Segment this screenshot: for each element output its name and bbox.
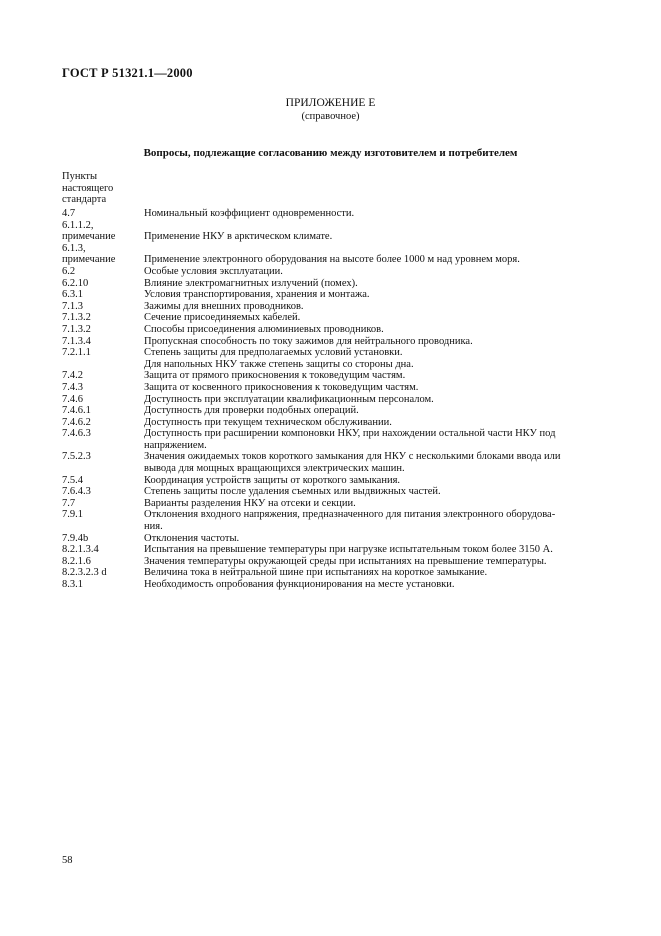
clause-description [144, 301, 607, 313]
clause-description-line: напряжением. [144, 439, 207, 451]
clause-number-line: 7.4.3 [62, 381, 83, 393]
clause-description [144, 370, 607, 382]
clause-number [62, 567, 144, 579]
clause-number-line: 7.1.3.2 [62, 312, 91, 324]
clause-number-line: 7.1.3.2 [62, 323, 91, 335]
list-item [62, 544, 607, 556]
clause-description-line: Координация устройств защиты от короткого замыкания. [144, 474, 401, 486]
clause-number-line: 7.4.6.3 [62, 428, 91, 440]
clause-description-line: Защита от косвенного прикосновения к токоведущим частям. [144, 381, 419, 393]
clause-number [62, 336, 144, 348]
list-item [62, 243, 607, 266]
column-header [62, 171, 142, 206]
appendix-title: ПРИЛОЖЕНИЕ Е [285, 97, 376, 109]
clause-description-line: Варианты разделения НКУ на отсеки и секции. [144, 497, 356, 509]
clause-description-line: Отклонения входного напряжения, предназначенного для питания электронного оборудова- [144, 509, 556, 521]
list-item [62, 347, 607, 370]
clause-description-line: Пропускная способность по току зажимов для нейтрального проводника. [144, 335, 473, 347]
section-heading: Вопросы, подлежащие согласованию между изготовителем и потребителем [143, 147, 518, 159]
clause-description [144, 556, 607, 568]
clause-description-line: Зажимы для внешних проводников. [144, 300, 304, 312]
clause-description [144, 312, 607, 324]
clause-description-line: Необходимость опробования функционирования на месте установки. [144, 579, 455, 590]
list-item [62, 533, 607, 545]
clause-description-line: Влияние электромагнитных излучений (помех). [144, 277, 358, 289]
clause-number-line: 7.4.6.1 [62, 405, 91, 417]
list-item [62, 394, 607, 406]
clause-number-line: примечание [62, 254, 116, 266]
appendix-header [0, 97, 661, 123]
clause-description [144, 405, 607, 417]
clause-number-line: 7.1.3.4 [62, 335, 91, 347]
clause-number-line: 6.3.1 [62, 289, 83, 301]
clause-number [62, 417, 144, 429]
list-item [62, 289, 607, 301]
appendix-subtitle: (справочное) [301, 111, 360, 122]
list-item [62, 556, 607, 568]
clause-number [62, 301, 144, 313]
list-item [62, 336, 607, 348]
list-item [62, 382, 607, 394]
clause-description-line: вывода для мощных вращающихся электрических машин. [144, 463, 405, 475]
list-item [62, 498, 607, 510]
clause-description [144, 486, 607, 498]
column-header-line: стандарта [62, 194, 107, 206]
clause-description [144, 243, 607, 266]
clause-number [62, 451, 144, 463]
clause-description-line: Особые условия эксплуатации. [144, 265, 283, 277]
clause-description [144, 220, 607, 243]
clause-description-line: Отклонения частоты. [144, 532, 240, 544]
clause-description [144, 567, 607, 579]
clause-number-line: 6.2 [62, 265, 76, 277]
clause-number [62, 266, 144, 278]
clause-number [62, 347, 144, 359]
list-item [62, 220, 607, 243]
clause-description [144, 289, 607, 301]
clause-number [62, 243, 144, 266]
clause-description-line: Защита от прямого прикосновения к токоведущим частям. [144, 370, 406, 382]
list-item [62, 324, 607, 336]
clause-number [62, 208, 144, 220]
clause-number-line: 7.5.2.3 [62, 451, 91, 463]
list-item [62, 370, 607, 382]
list-item [62, 486, 607, 498]
clause-description-line: Применение НКУ в арктическом климате. [144, 231, 333, 243]
clause-description [144, 475, 607, 487]
page-number: 58 [62, 855, 73, 866]
clause-number-line: 7.7 [62, 497, 76, 509]
clause-number-line: 6.1.1.2, [62, 219, 94, 231]
clause-number-line: 7.6.4.3 [62, 486, 91, 498]
list-item [62, 475, 607, 487]
clause-number-line: 7.4.6 [62, 393, 83, 405]
clause-description-line: Сечение присоединяемых кабелей. [144, 312, 301, 324]
clause-description [144, 336, 607, 348]
clause-description-line: Доступность при текущем техническом обслуживании. [144, 416, 392, 428]
clause-description-line: Испытания на превышение температуры при нагрузке испытательным током более 3150 А. [144, 544, 553, 556]
clause-description-line: Степень защиты после удаления съемных или выдвижных частей. [144, 486, 441, 498]
column-header-line: Пункты [62, 171, 98, 182]
clause-description-line: ния. [144, 521, 163, 533]
clause-description [144, 278, 607, 290]
clause-description [144, 428, 607, 451]
clause-number-line: 6.1.3, [62, 242, 86, 254]
clause-number [62, 278, 144, 290]
clause-number [62, 289, 144, 301]
clause-description-line: Номинальный коэффициент одновременности. [144, 208, 355, 219]
clause-number-line: 8.3.1 [62, 579, 83, 590]
clause-number [62, 312, 144, 324]
clause-number [62, 475, 144, 487]
clause-number [62, 370, 144, 382]
clause-description [144, 417, 607, 429]
list-item [62, 451, 607, 474]
clause-number-line: примечание [62, 231, 116, 243]
clause-number [62, 509, 144, 521]
clause-number-line: 7.4.2 [62, 370, 83, 382]
clause-description-line: Способы присоединения алюминиевых проводников. [144, 323, 384, 335]
clause-description-line: Величина тока в нейтральной шине при испытаниях на короткое замыкание. [144, 567, 488, 579]
clause-number-line: 8.2.1.3.4 [62, 544, 99, 556]
clause-number [62, 498, 144, 510]
list-item [62, 417, 607, 429]
clause-description-line: Значения температуры окружающей среды при испытаниях на превышение температуры. [144, 555, 547, 567]
clause-description [144, 208, 607, 220]
clause-description-line [144, 243, 607, 255]
clause-number [62, 533, 144, 545]
clause-description [144, 324, 607, 336]
list-item [62, 208, 607, 220]
clause-number [62, 394, 144, 406]
clause-description-line: Доступность при эксплуатации квалификационным персоналом. [144, 393, 434, 405]
clause-number-line: 4.7 [62, 208, 76, 219]
clause-description [144, 498, 607, 510]
clause-number-line: 7.5.4 [62, 474, 83, 486]
clause-description-line: Условия транспортирования, хранения и монтажа. [144, 289, 370, 301]
clause-number-line: 8.2.3.2.3 d [62, 567, 107, 579]
clause-description [144, 266, 607, 278]
clause-description-line: Доступность для проверки подобных операций. [144, 405, 359, 417]
clause-description [144, 509, 607, 532]
clause-description [144, 394, 607, 406]
clause-number [62, 405, 144, 417]
clause-number-line: 7.4.6.2 [62, 416, 91, 428]
clause-number-line: 7.2.1.1 [62, 347, 91, 359]
clause-number [62, 428, 144, 440]
clause-number-line: 8.2.1.6 [62, 555, 91, 567]
list-item [62, 579, 607, 591]
list-item [62, 509, 607, 532]
clause-number [62, 382, 144, 394]
clause-number [62, 220, 144, 243]
clause-number [62, 556, 144, 568]
list-item [62, 266, 607, 278]
list-item [62, 278, 607, 290]
clause-description [144, 451, 607, 474]
clause-number-line: 7.9.4b [62, 532, 89, 544]
clause-number [62, 324, 144, 336]
column-header-line: настоящего [62, 182, 114, 194]
clause-number-line: 7.1.3 [62, 300, 83, 312]
list-item [62, 312, 607, 324]
clause-description-line [144, 220, 607, 232]
clause-number-line: 7.9.1 [62, 509, 83, 521]
list-item [62, 301, 607, 313]
clause-description-line: Значения ожидаемых токов короткого замыкания для НКУ с несколькими блоками ввода или [144, 451, 561, 463]
clause-description-line: Для напольных НКУ также степень защиты со стороны дна. [144, 358, 414, 370]
clause-description [144, 544, 607, 556]
list-item [62, 428, 607, 451]
list-item [62, 405, 607, 417]
clause-number [62, 486, 144, 498]
clause-description-line: Доступность при расширении компоновки НКУ, при нахождении остальной части НКУ под [144, 428, 556, 440]
clause-number [62, 579, 144, 591]
clauses-list [62, 208, 607, 591]
clause-description [144, 382, 607, 394]
clause-description [144, 347, 607, 370]
list-item [62, 567, 607, 579]
clause-number-line: 6.2.10 [62, 277, 89, 289]
clause-description [144, 533, 607, 545]
clause-number [62, 544, 144, 556]
clause-description-line: Применение электронного оборудования на высоте более 1000 м над уровнем моря. [144, 254, 520, 266]
standard-id: ГОСТ Р 51321.1—2000 [62, 66, 193, 80]
clause-description [144, 579, 607, 591]
clause-description-line: Степень защиты для предполагаемых условий установки. [144, 347, 403, 359]
